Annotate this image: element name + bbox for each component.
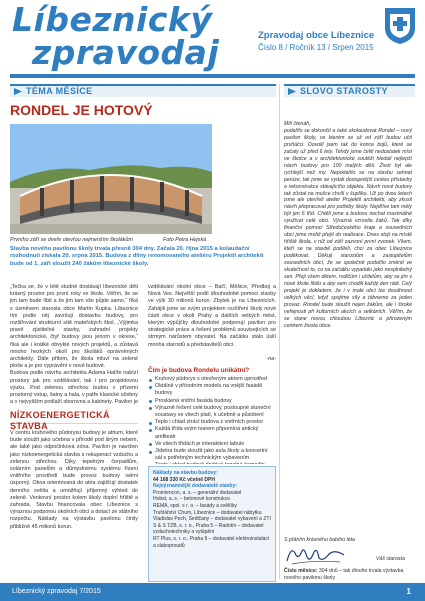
article-body-mid: vzdělávání okolní obce – Baťť, Měšice, Předboj a Nová Ves. Největší podíl dlouhodobé pomoci stavby ve výši 30 milionů korun. Zbytek je na Líbeznicích. Zahájili jsme se svým projektem rozšíření školy nové části obce v okolí Prahy a dalších velkých měst, kterým výpůjčky dlouhodobé podporují pavilon pro strategické práce a řešení problémů souvisejících se strmým nárůstem obyvatel. Na začátku stálo úsilí mnoha starostů a představitelů obcí. — [148, 284, 276, 348]
section-header-tema-label: TÉMA MĚSÍCE — [26, 86, 93, 96]
section-header-tema — [10, 84, 276, 97]
municipal-crest-icon — [383, 6, 417, 46]
section-header-slovo — [284, 84, 415, 97]
contractors-title: Nejvýznamnější dodavatelé stavby: — [153, 483, 237, 490]
signature-role: Váš starosta — [376, 556, 405, 562]
unique-feature-item: Oktálně v přírodním modelu na vnější fasádě budovy — [148, 383, 276, 397]
unique-feature-item: Výrazně řešení celé budovy, posloupné sluneční soustavy ve všech platí, k učebně a působení — [148, 405, 276, 419]
section-header-nizko-label: NÍZKOENERGETICKÁ STAVBA — [10, 410, 110, 431]
handwritten-signature-icon — [284, 543, 348, 567]
section-header-slovo-label: SLOVO STAROSTY — [300, 86, 388, 96]
energy-article-body: V centru kruhového půdorysu budovy je atrium, které bude sloužit jako učebna v přírodě pod širým nebem, ale také jako odpočinková zóna. Pavilon je navržen jako nízkoenergetická stavba s rekuperací vzduchu a zelenou střechou. Díky tepelným čerpadlům, solárním panelům a důmyslnému systému řízení vnitřního prostředí bude provoz budovy velmi úsporný. Okna orientovaná do atria zajišťují dostatek denního světla a umožňují příjemný výhled do zeleně. Venkovní prostor kolem školy doplní hřiště a zahrada. Stavbu financovala obec Líbeznice s výraznou podporou okolních obcí a dotací ze státního rozpočtu. Náklady na výstavbu pavilonu činily přibližně 45 milionů korun. — [10, 430, 138, 530]
unique-feature-item: Ve všech třídách je interaktivní tabule — [148, 441, 276, 448]
masthead-subtitle-name: Zpravodaj obce Líbeznice — [258, 30, 375, 41]
costs-title: Náklady na stavbu budovy: — [153, 470, 218, 476]
unique-feature-item: Teplo i chlad ztrácí budova z vnitřních prostor — [148, 419, 276, 426]
page-footer — [0, 583, 425, 601]
contractor-line: REMA, spol. s r. o. – fasády a světlíky — [153, 502, 237, 509]
unique-feature-item: Každá třída svým tvarem připomíná antický amfiteátr — [148, 426, 276, 440]
masthead-rule — [10, 74, 415, 78]
masthead-title — [12, 0, 262, 72]
triangle-bullet-icon — [288, 88, 296, 95]
article-body-left: „Tečka se, že v létě studně dostávají líbeznické děti krásný prostor pro první roky ve škole. Věřím, že se jim tam bude líbit a že jim tam vše půjde samo,“ říká s úsměvem starosta obce Martin Kupka. Líbeznice tím podle něj završují dostavbu budovy, pro rozšiřování strukturní sítě mateřských škol. „Výjimka pravě zjistitelné stavby, zahradní projekty architektonické, čtyř budovy jsou jenom v okrese,“ říká ale i krátké obvyklé nových projektů, a zůstavá mnoho hezkých okolí pro školáků oprávněných architekty. Dále přitom, že škola mluví na zelené ploše a je pro vyprávění v nové budově. Budova podle návrhu architekta Adama Halíře nabízí prostory jak pro vzdělávání, tak i pro projektovou výuku. Pod zelenou střechou budou v přízemí prostorný vstup, šatny a hala, v patře klasické učebny a v nejvyšším podlaží sborovna a kabinety. Pavilon je — [10, 284, 138, 404]
contractor-line: S & S TZB, s. r. o., Praha 5 – Radotín – dodavatel vzduchotechniky a vytápění — [153, 522, 264, 536]
contractor-line: Promiencon, a. s. – generální dodavatel — [153, 489, 242, 496]
unique-features-list — [148, 376, 276, 464]
contractor-line: Truhlářství Chum, Líbeznice – dodavatel nábytku — [153, 509, 262, 516]
triangle-bullet-icon — [14, 88, 22, 95]
costs-box — [148, 466, 276, 582]
costs-amount: 44 168 330 Kč včetně DPH — [153, 476, 215, 483]
contractors-list — [153, 490, 271, 549]
photo-credit: Foto Petra Hejská — [163, 237, 207, 243]
unique-feature-item: Jídelna bude sloužit jako aula školy a koncertní sál s potřebným technickým vybavením — [148, 448, 276, 462]
unique-feature-item — [148, 462, 276, 464]
number-of-month-text: 304 dnů – tak dlouho trvala výstavba nového pavilonu školy — [284, 568, 404, 581]
number-of-month-label: Číslo měsíce: — [284, 568, 318, 574]
article-headline: RONDEL JE HOTOVÝ — [10, 102, 153, 118]
unique-feature-item: Prosklená vnitřní fasáda budovy — [148, 398, 276, 405]
footer-publication: Líbeznický zpravodaj 7/2015 — [12, 588, 101, 595]
unique-features-title: Čím je budova Rondelu unikátní? — [148, 367, 250, 374]
contractor-line: Hobst, a. s. – betonové konstrukce — [153, 496, 230, 503]
masthead — [0, 0, 425, 78]
section-header-nizko — [10, 410, 138, 431]
page-number: 1 — [406, 587, 411, 596]
school-photo — [10, 124, 212, 234]
masthead-issue: Číslo 8 / Ročník 13 / Srpen 2015 — [258, 43, 374, 52]
contractor-line: Vladislav Pech, Sedlčany – dodavatel vybavení a ZTI — [153, 516, 271, 523]
photo-caption: Prvního září se dveře otevřou nejmenším školákům — [10, 237, 133, 243]
unique-feature-item: Kruhový půdorys s otevřeným atriem uprostřed — [148, 376, 276, 383]
column-divider — [279, 84, 280, 579]
signature-greeting: S přáním krásného babího léta — [284, 537, 355, 543]
article-author: -na- — [266, 356, 276, 362]
masthead-title-line2: zpravodaj — [32, 33, 220, 72]
mayor-letter: Milí čtenáři, podařilo se dokončit a také zkolaudovat Rondel – nový pavilon školy, ve kterém se už od září budou učit prvňáčci. Dovolil jsem tak do konce bojů, které se začaly už před 6 lety. Tehdy jsme čelili nedostatek míst ve školce a v architektonické soutěži hledali nejlepší návrh budovy pro 100 malých dětí. Život byl ale rychlejší než my. Nepodařilo se na stavbu sehnat peníze, tak jsme se vydali dostupnější cestou přístavby a rekonstrukce stávajícího objektu. Návrh nové budovy tak zůstal na mušce chvíli v šuplíku. Už po dvou letech jsme ale otevřeli atelier Projektil architekti, aby zkusil návrh přepracovat pro potřeby školy. Nejdříve tam měly být jen 6 tříd. Chtěli jsme a budovu nechat maximálně využívat celé obci. Výrazná vzrostla žáků. Tak díky finanční pomoci Středočeského kraje a sousedních obcí jsme mohli přejít do realizace. Dnes stojí na místě hřiště škola, v níž od září zazvoní první zvonek. Všem, kteří se na stavbě podíleli, chci za obec Líbeznice poděkovat. Děkuji starostům a zastupitelům sousedních obcí, že se společně podařilo změnit ve skutečnost to, co na začátku vypadalo jako nesplnitelný sen. Přeji všem dětem, rodičům i učitelům, aby se jim v nové škole líbilo a aby sem chodili každý den rádi. Celý projekt je dokladem, že i v malé obci lze dosáhnout velkých věcí, když spojíme síly a táhneme za jeden provaz. Rondel bude sloužit nejen žákům, ale i široké veřejnosti při kulturních akcích a setkáních. Věřím, že se stane novou chloubou Líbeznic a přirozeným centrem života obce. — [284, 121, 412, 329]
contractor-line: RT Plus, s. r. o., Praha 9 – dodavatel elektroinstalací a slaboproudů — [153, 535, 270, 549]
article-lead: Stavba nového pavilonu školy trvala přesně 304 dny. Začala 20. října 2015 a kolaudační rozhodnutí získala 20. srpna 2015. Budova z dílny renomovaného ateliéru Projektil architekti bude od 1. září sloužit 240 žákům líbeznické školy. — [10, 246, 264, 267]
number-of-month — [284, 568, 412, 582]
masthead-title-line1: Líbeznický — [12, 0, 213, 39]
